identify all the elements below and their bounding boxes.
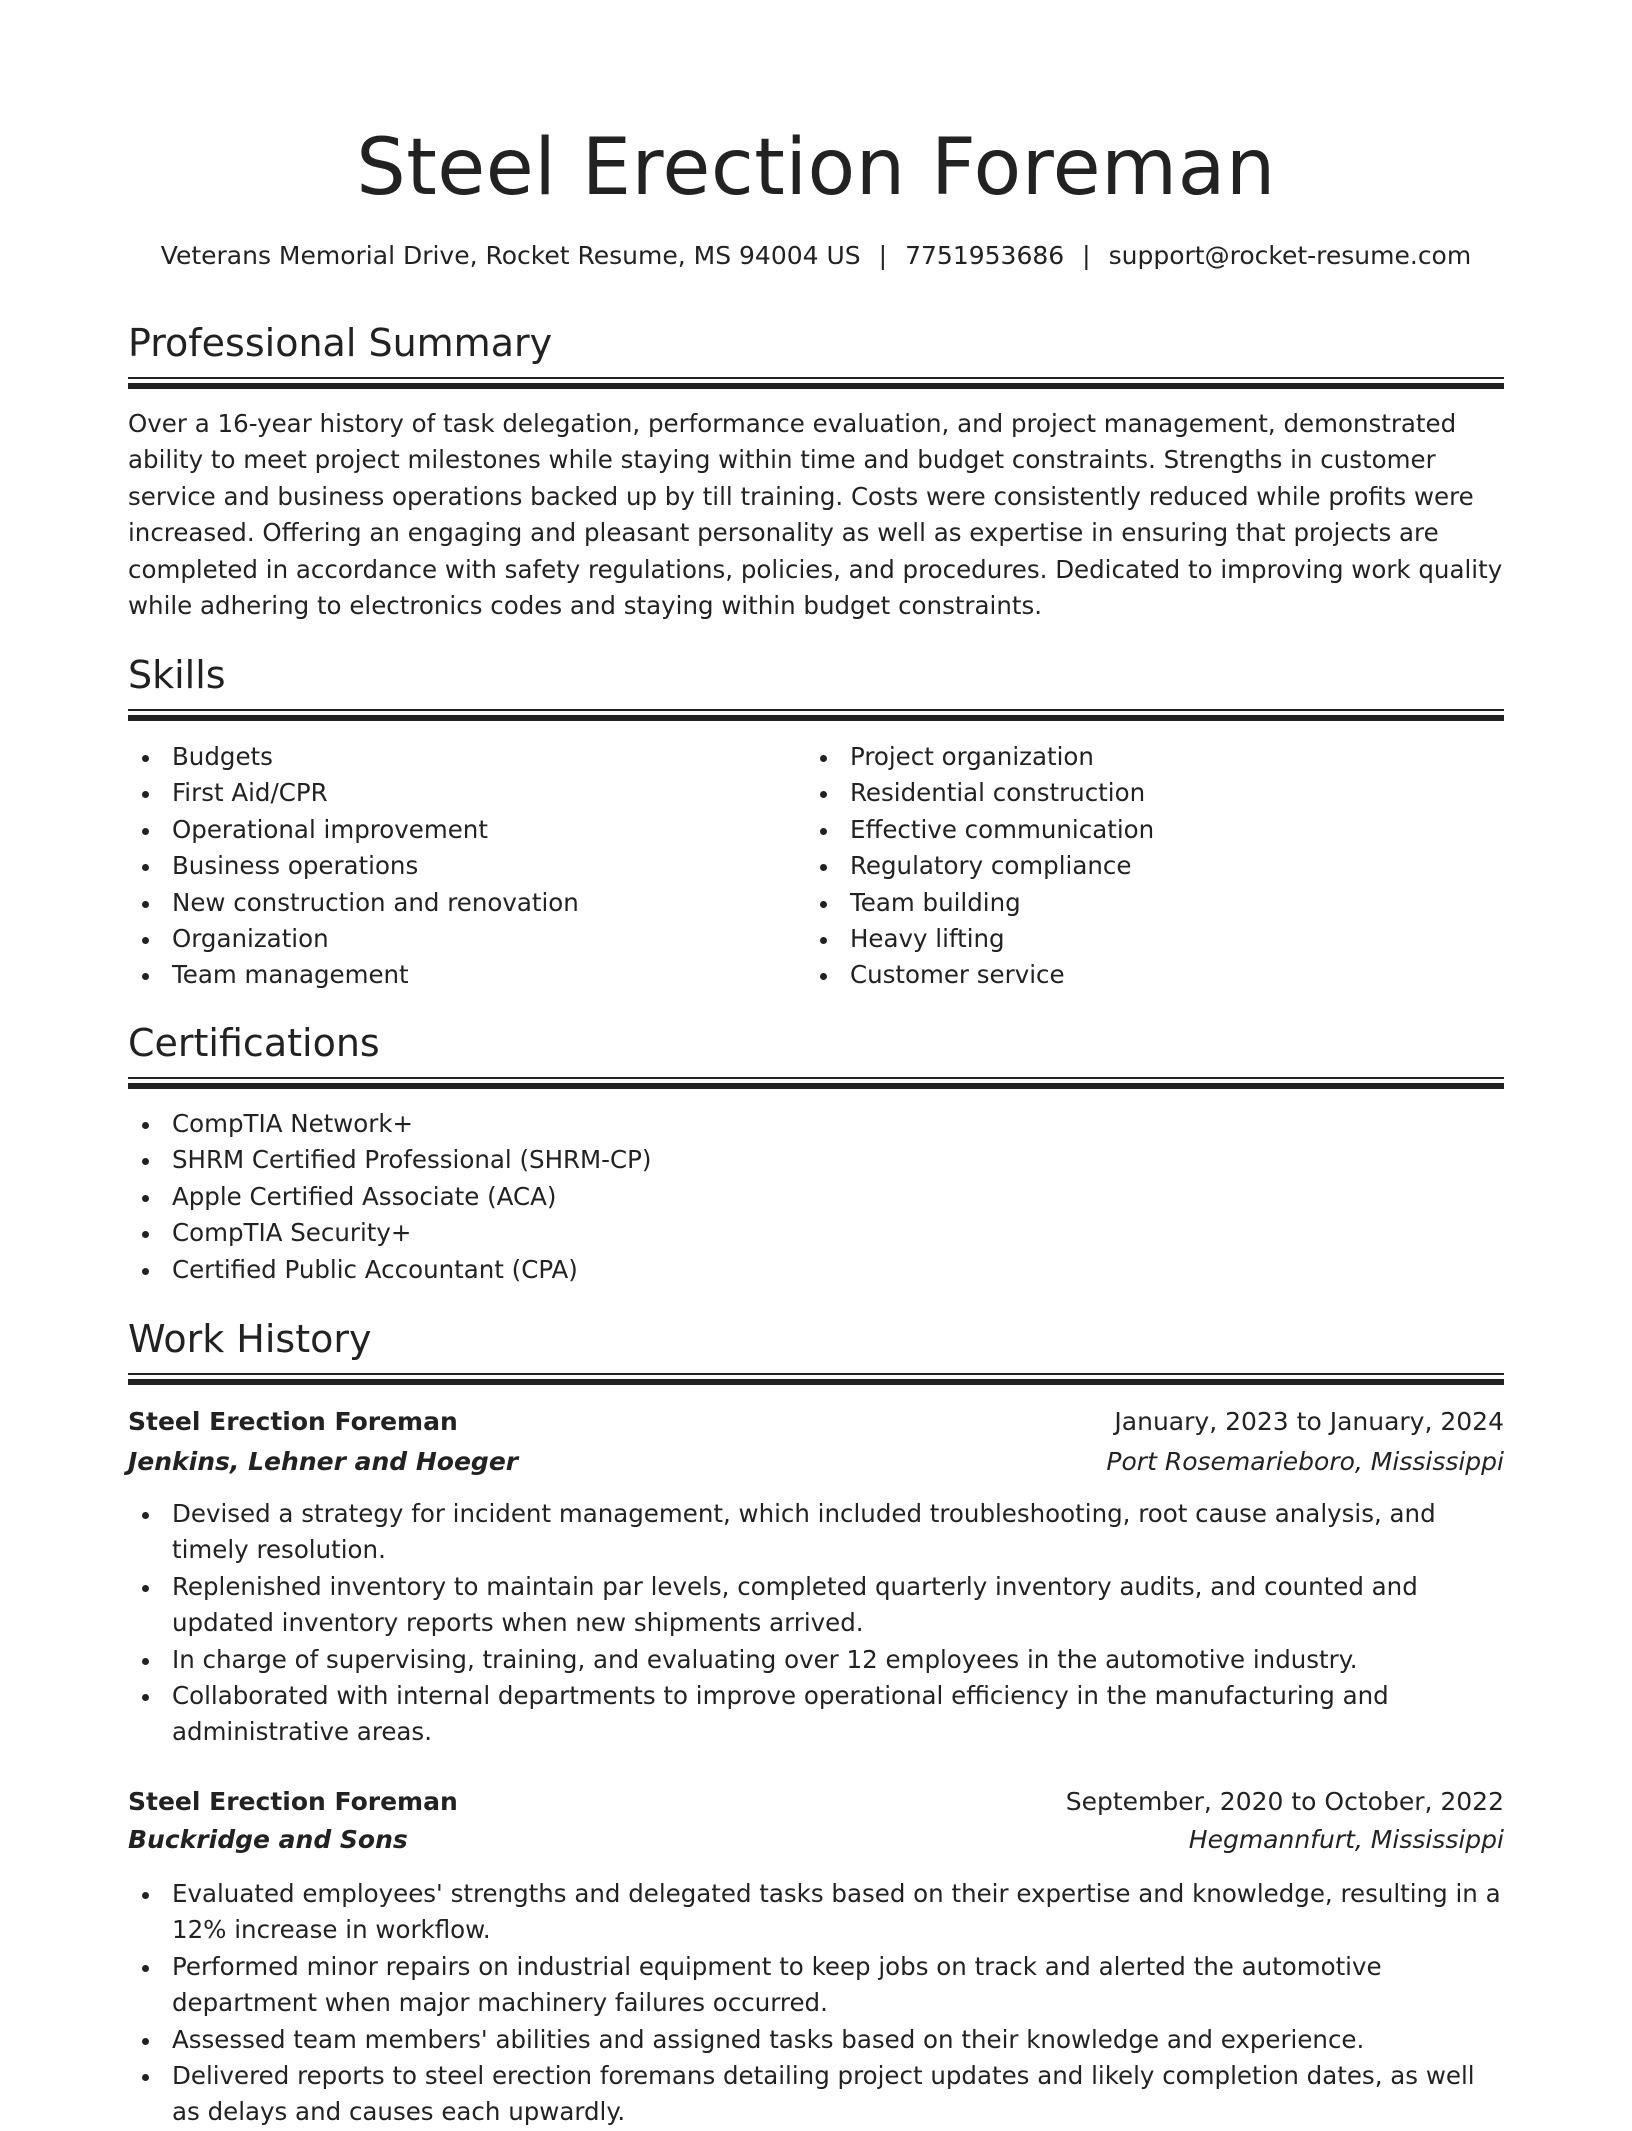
job-dates: September, 2020 to October, 2022	[1065, 1787, 1504, 1816]
job-location: Hegmannfurt, Mississippi	[1188, 1825, 1504, 1854]
job-location: Port Rosemarieboro, Mississippi	[1106, 1447, 1504, 1476]
list-item: Devised a strategy for incident management, which included troubleshooting, root cause analysis, and timely resolution.	[128, 1496, 1504, 1569]
list-item: CompTIA Security+	[128, 1215, 1504, 1251]
certifications-list	[128, 1106, 1504, 1288]
contact-separator: |	[878, 241, 888, 270]
list-item: Apple Certified Associate (ACA)	[128, 1179, 1504, 1215]
job-subheader	[128, 1820, 1504, 1860]
job-title: Steel Erection Foreman	[128, 1407, 458, 1436]
contact-address: Veterans Memorial Drive, Rocket Resume, MS 94004 US	[160, 241, 861, 270]
list-item: Project organization	[806, 739, 1504, 775]
list-item: Budgets	[128, 739, 788, 775]
section-title-skills: Skills	[128, 653, 226, 697]
section-title-certifications: Certifications	[128, 1021, 380, 1065]
skills-list-left	[128, 739, 788, 994]
contact-email[interactable]: support@rocket-resume.com	[1108, 241, 1472, 270]
job-header	[128, 1402, 1504, 1442]
list-item: Customer service	[806, 957, 1504, 993]
list-item: Residential construction	[806, 775, 1504, 811]
list-item: Organization	[128, 921, 788, 957]
section-rule	[128, 377, 1504, 389]
list-item: Effective communication	[806, 812, 1504, 848]
section-rule	[128, 1373, 1504, 1385]
contact-line	[128, 238, 1504, 274]
resume-name: Steel Erection Foreman	[356, 123, 1276, 213]
skills-list-right	[806, 739, 1504, 994]
job-title: Steel Erection Foreman	[128, 1787, 458, 1816]
list-item: First Aid/CPR	[128, 775, 788, 811]
list-item: Business operations	[128, 848, 788, 884]
job-bullets	[128, 1876, 1504, 2131]
list-item: Certified Public Accountant (CPA)	[128, 1252, 1504, 1288]
list-item: In charge of supervising, training, and evaluating over 12 employees in the automotive industry.	[128, 1642, 1504, 1678]
job-company: Buckridge and Sons	[128, 1825, 408, 1854]
list-item: Operational improvement	[128, 812, 788, 848]
list-item: Evaluated employees' strengths and delegated tasks based on their expertise and knowledge, resulting in a 12% increase in workflow.	[128, 1876, 1504, 1949]
job-header	[128, 1782, 1504, 1822]
section-rule	[128, 709, 1504, 721]
list-item: Replenished inventory to maintain par levels, completed quarterly inventory audits, and counted and updated inventory reports when new shipments arrived.	[128, 1569, 1504, 1642]
section-title-summary: Professional Summary	[128, 321, 553, 365]
list-item: Collaborated with internal departments to improve operational efficiency in the manufacturing and administrative areas.	[128, 1678, 1504, 1751]
list-item: Performed minor repairs on industrial equipment to keep jobs on track and alerted the automotive department when major machinery failures occurred.	[128, 1949, 1504, 2022]
list-item: SHRM Certified Professional (SHRM-CP)	[128, 1142, 1504, 1178]
list-item: CompTIA Network+	[128, 1106, 1504, 1142]
summary-text: Over a 16-year history of task delegation, performance evaluation, and project management, demonstrated ability to meet project milestones while staying within time and budget constraints. Strengths in customer service and business operations backed up by till training. Costs were consistently reduced while profits were increased. Offering an engaging and pleasant personality as well as expertise in ensuring that projects are completed in accordance with safety regulations, policies, and procedures. Dedicated to improving work quality while adhering to electronics codes and staying within budget constraints.	[128, 409, 1503, 621]
list-item: Team building	[806, 885, 1504, 921]
section-rule	[128, 1077, 1504, 1089]
list-item: Team management	[128, 957, 788, 993]
contact-separator: |	[1082, 241, 1091, 270]
job-company: Jenkins, Lehner and Hoeger	[128, 1447, 519, 1476]
job-bullets	[128, 1496, 1504, 1751]
job-subheader	[128, 1442, 1504, 1482]
job-dates: January, 2023 to January, 2024	[1114, 1407, 1504, 1436]
contact-phone: 7751953686	[905, 241, 1065, 270]
list-item: Heavy lifting	[806, 921, 1504, 957]
list-item: Assessed team members' abilities and assigned tasks based on their knowledge and experience.	[128, 2022, 1504, 2058]
list-item: New construction and renovation	[128, 885, 788, 921]
section-title-work-history: Work History	[128, 1317, 372, 1361]
list-item: Regulatory compliance	[806, 848, 1504, 884]
list-item: Delivered reports to steel erection foremans detailing project updates and likely completion dates, as well as delays and causes each upwardly.	[128, 2058, 1504, 2131]
